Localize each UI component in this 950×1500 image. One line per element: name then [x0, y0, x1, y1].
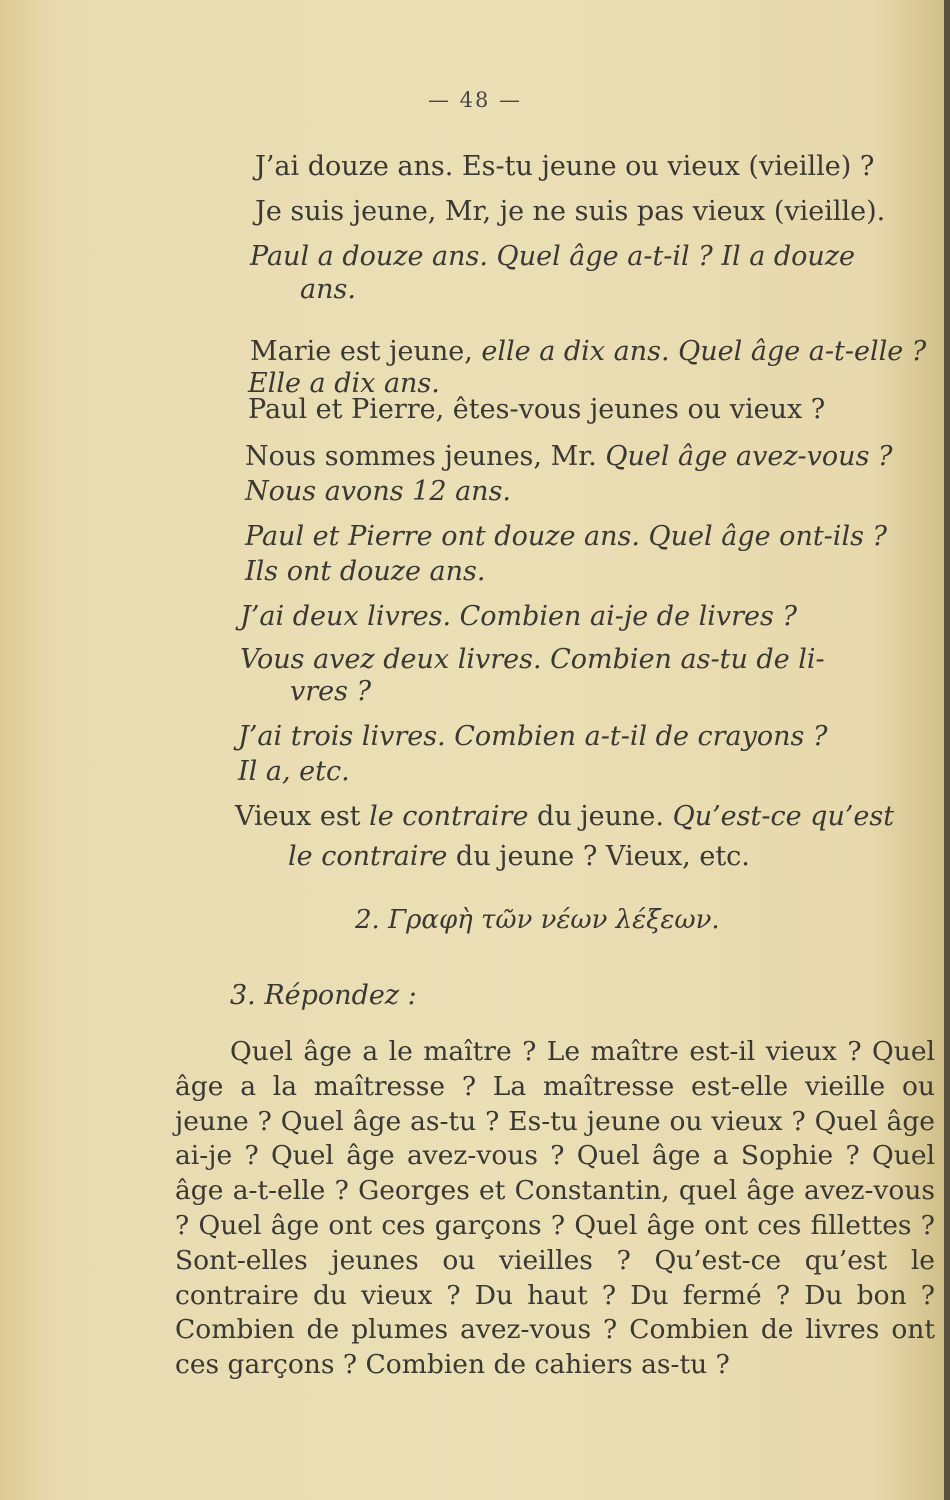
- text-line: Elle a dix ans.: [248, 368, 440, 399]
- text-line: Nous avons 12 ans.: [245, 476, 512, 507]
- section-heading-2: 2. Γραφὴ τῶν νέων λέξεων.: [355, 905, 720, 935]
- text-line: Vous avez deux livres. Combien as-tu de li-: [240, 644, 825, 675]
- text-line: Paul et Pierre ont douze ans. Quel âge ont-ils ?: [245, 521, 887, 552]
- exercise-paragraph: [175, 1035, 935, 1383]
- text-line: J’ai deux livres. Combien ai-je de livres ?: [240, 601, 797, 632]
- text-line: J’ai douze ans. Es-tu jeune ou vieux (vieille) ?: [255, 151, 875, 182]
- page-number: — 48 —: [427, 88, 523, 112]
- text-line: Nous sommes jeunes, Mr. Quel âge avez-vous ?: [245, 441, 893, 472]
- text-line: Il a, etc.: [238, 756, 350, 787]
- page-edge: [944, 0, 950, 1500]
- section-heading-3: 3. Répondez :: [230, 980, 417, 1011]
- text-line: Marie est jeune, elle a dix ans. Quel âge a-t-elle ?: [250, 336, 927, 367]
- text-line: Paul a douze ans. Quel âge a-t-il ? Il a douze: [250, 241, 856, 272]
- text-line: vres ?: [290, 676, 372, 707]
- text-line: J’ai trois livres. Combien a-t-il de crayons ?: [238, 721, 828, 752]
- text-line: Ils ont douze ans.: [245, 556, 486, 587]
- text-line: Vieux est le contraire du jeune. Qu’est-ce qu’est: [235, 801, 895, 832]
- text-line: le contraire du jeune ? Vieux, etc.: [288, 841, 750, 872]
- paragraph-text: Quel âge a le maître ? Le maître est-il vieux ? Quel âge a la maîtresse ? La maîtresse est-elle vieille ou jeune ? Quel âge as-tu ? Es-tu jeune ou vieux ? Quel âge ai-je ? Quel âge avez-vous ? Quel âge a Sophie ? Quel âge a-t-elle ? Georges et Constantin, quel âge avez-vous ? Quel âge ont ces garçons ? Quel âge ont ces fillettes ? Sont-elles jeunes ou vieilles ? Qu’est-ce qu’est le contraire du vieux ? Du haut ? Du fermé ? Du bon ? Combien de plumes avez-vous ? Combien de livres ont ces garçons ? Combien de cahiers as-tu ?: [175, 1036, 935, 1381]
- text-line: Je suis jeune, Mr, je ne suis pas vieux (vieille).: [255, 196, 886, 227]
- text-line: ans.: [300, 274, 356, 305]
- text-line: Paul et Pierre, êtes-vous jeunes ou vieux ?: [248, 394, 826, 425]
